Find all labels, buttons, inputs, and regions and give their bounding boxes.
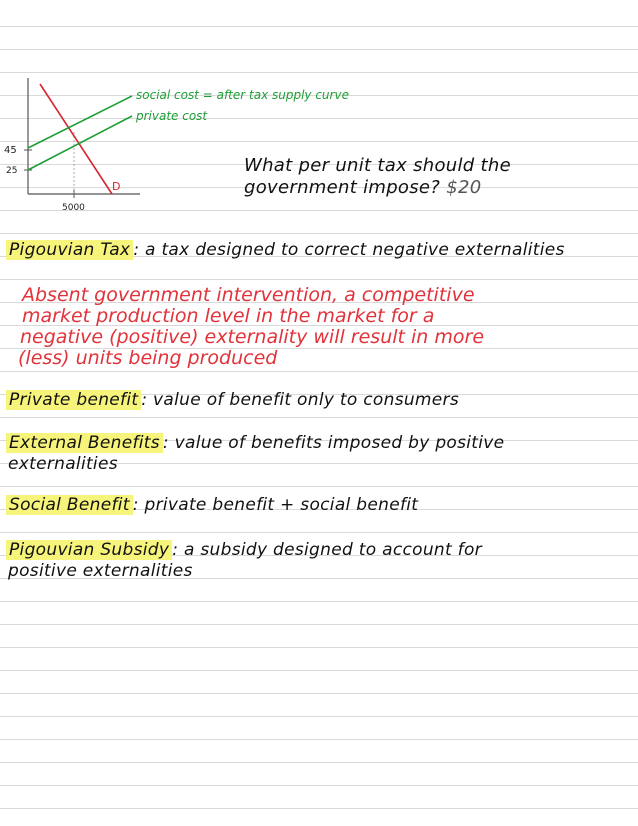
pigouvian-tax-definition: : a tax designed to correct negative externalities (133, 240, 565, 260)
absent-intervention-line-1: Absent government intervention, a competitive (22, 284, 475, 306)
absent-intervention-line-4: (less) units being produced (18, 347, 278, 369)
social-benefit-term: Social Benefit (6, 495, 133, 515)
social-benefit-note (6, 495, 418, 515)
pigouvian-subsidy-continuation: positive externalities (8, 561, 193, 581)
pigouvian-subsidy-definition: : a subsidy designed to account for (172, 540, 482, 560)
social-cost-curve (28, 96, 132, 148)
private-cost-curve (28, 116, 132, 170)
absent-intervention-line-3: negative (positive) externality will result in more (20, 326, 485, 348)
demand-curve (40, 84, 112, 194)
absent-intervention-line-2: market production level in the market for a (22, 305, 435, 327)
external-benefits-term: External Benefits (6, 433, 163, 453)
pigouvian-tax-note (6, 240, 565, 260)
external-benefits-note (6, 433, 504, 453)
question-line-2 (244, 177, 481, 198)
pigouvian-subsidy-term: Pigouvian Subsidy (6, 540, 172, 560)
pigouvian-tax-term: Pigouvian Tax (6, 240, 133, 260)
y-tick-label-45: 45 (4, 145, 17, 156)
pigouvian-subsidy-note (6, 540, 482, 560)
demand-label: D (112, 180, 121, 193)
private-benefit-term: Private benefit (6, 390, 141, 410)
external-benefits-continuation: externalities (8, 454, 118, 474)
question-line-1: What per unit tax should the (244, 155, 511, 176)
private-benefit-definition: : value of benefit only to consumers (141, 390, 459, 410)
y-tick-label-25: 25 (6, 166, 18, 176)
question-answer: $20 (446, 177, 482, 198)
question-text: government impose? (244, 177, 441, 198)
social-benefit-definition: : private benefit + social benefit (132, 495, 419, 515)
private-cost-label: private cost (136, 109, 208, 123)
x-tick-label-5000: 5000 (62, 203, 85, 213)
external-benefits-definition: : value of benefits imposed by positive (162, 433, 505, 453)
private-benefit-note (6, 390, 459, 410)
social-cost-label: social cost = after tax supply curve (136, 88, 349, 102)
